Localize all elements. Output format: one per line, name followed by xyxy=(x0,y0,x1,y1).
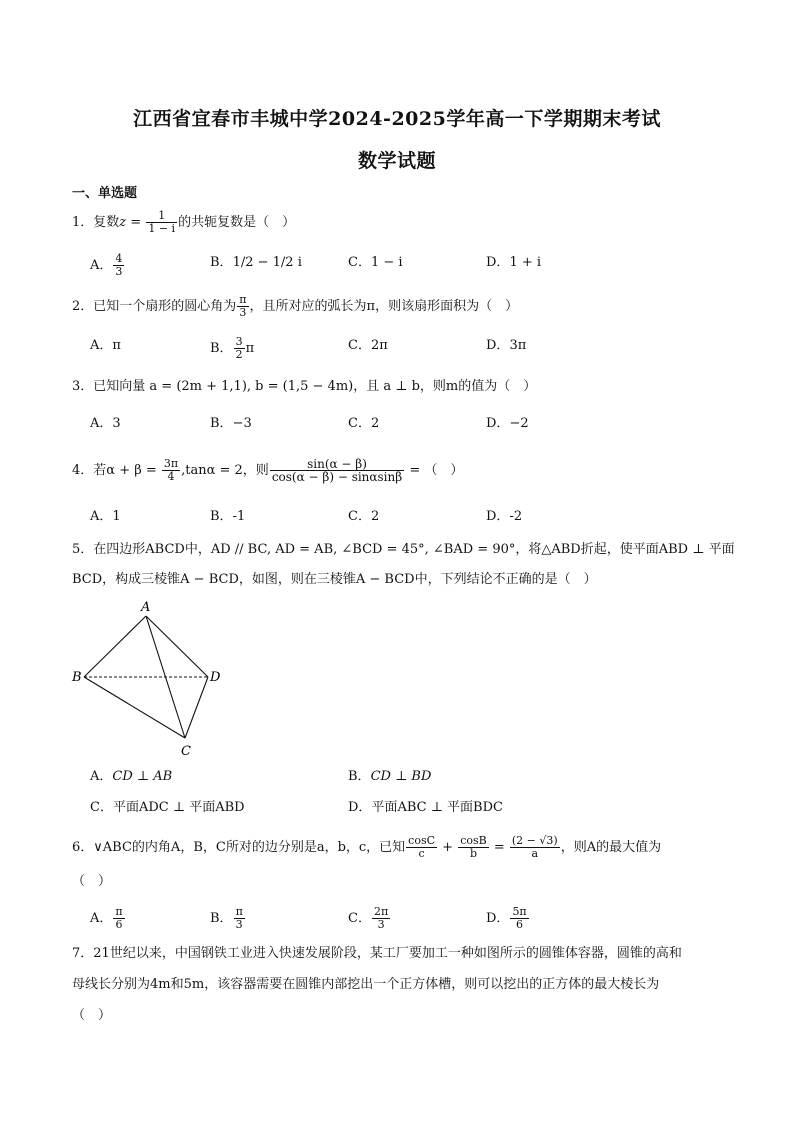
q5-option-c[interactable]: C．平面ADC ⊥ 平面ABD xyxy=(90,800,245,815)
vertex-label-b: B xyxy=(72,670,82,685)
q3-option-d[interactable]: D．−2 xyxy=(486,416,529,431)
q6-option-b[interactable]: B． $\frac{\pi}{3}$ xyxy=(210,905,243,931)
tetrahedron-figure xyxy=(68,598,238,763)
q6-option-d[interactable]: D． $\frac{5\pi}{6}$ xyxy=(486,905,527,931)
q4-option-b[interactable]: B．-1 xyxy=(210,509,246,524)
q1-option-d[interactable]: D．1 + i xyxy=(486,255,542,270)
q2-option-c[interactable]: C．2π xyxy=(348,338,388,353)
vertex-label-d: D xyxy=(210,670,221,685)
edge-ab xyxy=(84,616,146,677)
q2-option-b[interactable]: B． $\frac{3}{2}$ π xyxy=(210,335,255,361)
q3-option-b[interactable]: B．−3 xyxy=(210,416,252,431)
q4-option-c[interactable]: C．2 xyxy=(348,509,380,524)
question-7-line-1: 7．21世纪以来，中国钢铁工业进入快速发展阶段，某工厂要加工一种如图所示的圆锥体容器，圆锥的高和 xyxy=(72,946,682,961)
q4-option-d[interactable]: D．-2 xyxy=(486,509,523,524)
question-1: 1．复数z = $\frac{1}{1 - i}$ 的共轭复数是（ ） xyxy=(72,209,296,235)
q5-option-d[interactable]: D．平面ABC ⊥ 平面BDC xyxy=(348,800,503,815)
question-5-line-2: BCD，构成三棱锥A − BCD，如图，则在三棱锥A − BCD中，下列结论不正确的是（ ） xyxy=(72,572,597,587)
vertex-label-a: A xyxy=(141,600,151,615)
q1-option-b[interactable]: B．1/2 − 1/2 i xyxy=(210,255,302,270)
vertex-label-c: C xyxy=(181,744,191,759)
question-6: 6．∨ABC的内角A，B，C所对的边分别是a，b，c，已知 $\frac{\cos C}{c}$ + $\frac{\cos B}{b}$ = $\frac{(2 - √3)}{a}$ ，则A的最大值为 xyxy=(72,834,662,860)
question-6-line-2: （ ） xyxy=(72,874,112,889)
question-2: 2．已知一个扇形的圆心角为 $\frac{\pi}{3}$ ，且所对应的弧长为π，则该扇形面积为（ ） xyxy=(72,293,519,319)
q5-option-b[interactable]: B．CD ⊥ BD xyxy=(348,769,432,784)
question-3: 3．已知向量 a = (2m + 1,1), b = (1,5 − 4m)，且 a ⊥ b，则m的值为（ ） xyxy=(72,379,537,394)
fraction: $\frac{1}{1 - i}$ xyxy=(148,209,176,235)
question-4: 4．若α + β = $\frac{3\pi}{4}$ ,tanα = 2，则 $\frac{\sin(\alpha - \beta)}{\cos(\alpha - \beta) - \sin\alpha\sin\beta}$ = （ ） xyxy=(72,457,464,484)
exam-subtitle: 数学试题 xyxy=(357,150,436,172)
q5-option-a[interactable]: A．CD ⊥ AB xyxy=(90,769,173,784)
exam-title: 江西省宜春市丰城中学2024-2025学年高一下学期期末考试 xyxy=(133,108,661,130)
question-5-line-1: 5．在四边形ABCD中，AD // BC, AD = AB, ∠BCD = 45°, ∠BAD = 90°，将△ABD折起，使平面ABD ⊥ 平面 xyxy=(72,542,735,557)
q3-option-a[interactable]: A．3 xyxy=(90,416,121,431)
q1-option-c[interactable]: C．1 − i xyxy=(348,255,403,270)
q2-option-d[interactable]: D．3π xyxy=(486,338,527,353)
q6-option-a[interactable]: A． $\frac{\pi}{6}$ xyxy=(90,905,123,931)
question-7-line-2: 母线长分别为4m和5m，该容器需要在圆锥内部挖出一个正方体槽，则可以挖出的正方体的最大棱长为 xyxy=(72,977,660,992)
q3-option-c[interactable]: C．2 xyxy=(348,416,380,431)
q1-option-a[interactable]: A． $\frac{4}{3}$ xyxy=(90,252,123,278)
question-7-line-3: （ ） xyxy=(72,1008,112,1023)
edge-dc xyxy=(185,677,208,738)
section-heading: 一、单选题 xyxy=(72,186,138,201)
q6-option-c[interactable]: C． $\frac{2\pi}{3}$ xyxy=(348,905,389,931)
q4-option-a[interactable]: A．1 xyxy=(90,509,121,524)
q2-option-a[interactable]: A．π xyxy=(90,338,121,353)
edge-bc xyxy=(84,677,185,738)
